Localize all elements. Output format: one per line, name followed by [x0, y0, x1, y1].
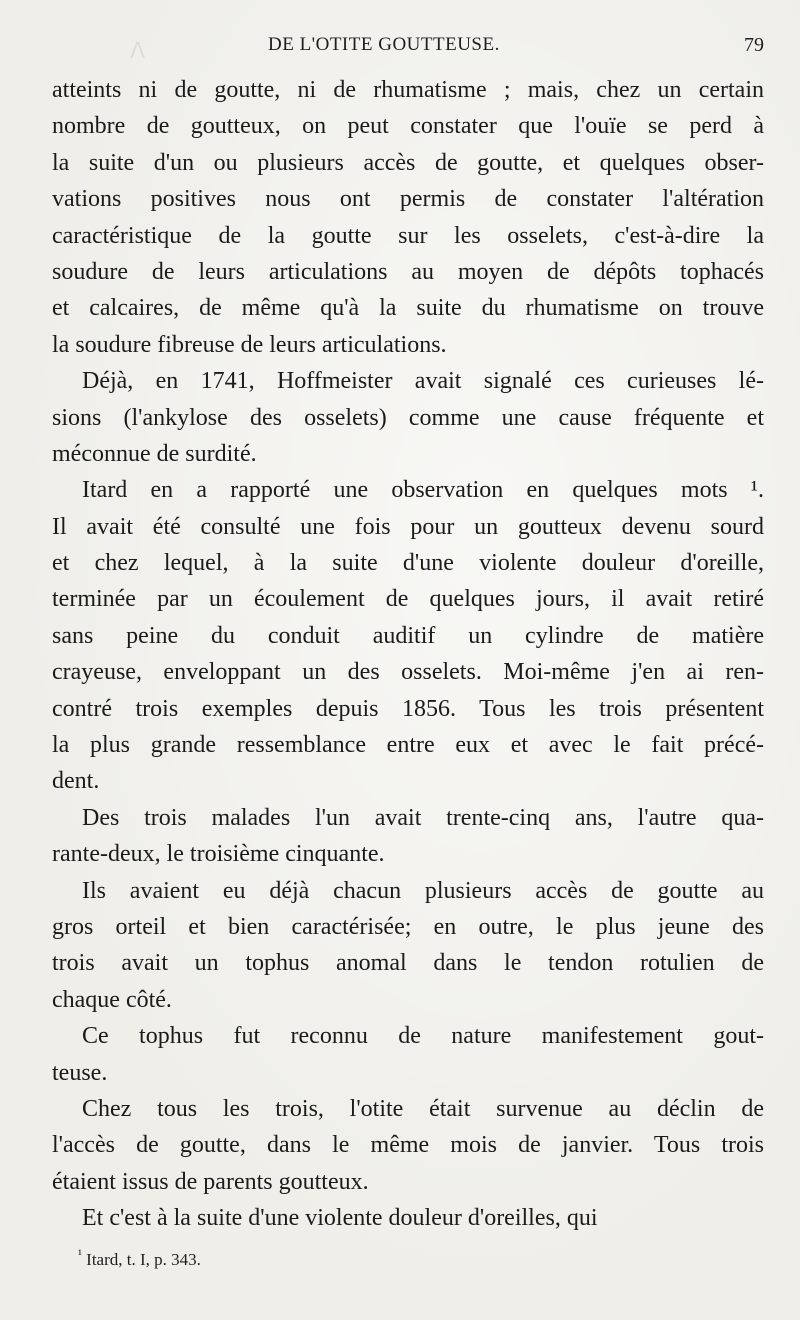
text-line: Des trois malades l'un avait trente-cinq ans, l'autre qua- — [82, 804, 764, 831]
text-line: sans peine du conduit auditif un cylindre de matière — [52, 622, 764, 649]
text-line: caractéristique de la goutte sur les osselets, c'est-à-dire la — [52, 222, 764, 249]
text-line: et chez lequel, à la suite d'une violente douleur d'oreille, — [52, 550, 764, 577]
text-line: nombre de goutteux, on peut constater que l'ouïe se perd à — [52, 113, 764, 140]
running-title: DE L'OTITE GOUTTEUSE. — [268, 34, 500, 55]
text-line: dent. — [52, 768, 100, 795]
paragraph — [52, 472, 764, 800]
running-head — [0, 34, 800, 58]
footnote — [78, 1246, 201, 1270]
text-line: trois avait un tophus anomal dans le tendon rotulien de — [52, 950, 764, 977]
text-line: teuse. — [52, 1059, 108, 1086]
text-line: méconnue de surdité. — [52, 440, 257, 467]
text-line: Et c'est à la suite d'une violente douleur d'oreilles, qui — [82, 1205, 598, 1232]
paragraph — [52, 72, 764, 363]
text-line: contré trois exemples depuis 1856. Tous les trois présentent — [52, 695, 764, 722]
text-line: Chez tous les trois, l'otite était survenue au déclin de — [82, 1095, 764, 1122]
footnote-text: Itard, t. I, p. 343. — [86, 1250, 201, 1269]
text-line: étaient issus de parents goutteux. — [52, 1168, 369, 1195]
text-line: la plus grande ressemblance entre eux et avec le fait précé- — [52, 732, 764, 759]
text-line: la suite d'un ou plusieurs accès de goutte, et quelques obser- — [52, 149, 764, 176]
paragraph — [52, 800, 764, 873]
text-line: la soudure fibreuse de leurs articulations. — [52, 331, 447, 358]
text-line: vations positives nous ont permis de constater l'altération — [52, 186, 764, 213]
text-line: atteints ni de goutte, ni de rhumatisme ; mais, chez un certain — [52, 77, 764, 103]
footnote-marker: ¹ — [78, 1246, 82, 1262]
text-line: rante-deux, le troisième cinquante. — [52, 841, 385, 868]
text-line: gros orteil et bien caractérisée; en outre, le plus jeune des — [52, 913, 764, 940]
text-line: Ils avaient eu déjà chacun plusieurs accès de goutte au — [82, 877, 764, 904]
text-line: l'accès de goutte, dans le même mois de janvier. Tous trois — [52, 1132, 764, 1159]
paragraph — [52, 1091, 764, 1200]
text-line: crayeuse, enveloppant un des osselets. Moi-même j'en ai ren- — [52, 659, 764, 686]
show-through-text: ꓥ — [130, 38, 146, 63]
paragraph — [52, 873, 764, 1019]
paragraph — [52, 363, 764, 472]
text-line: chaque côté. — [52, 986, 172, 1013]
paragraph — [52, 1200, 764, 1236]
paragraph — [52, 1018, 764, 1091]
text-line: Ce tophus fut reconnu de nature manifestement gout- — [82, 1023, 764, 1050]
text-line: et calcaires, de même qu'à la suite du rhumatisme on trouve — [52, 295, 764, 322]
text-line: Itard en a rapporté une observation en quelques mots ¹. — [82, 477, 764, 504]
text-line: Il avait été consulté une fois pour un goutteux devenu sourd — [52, 513, 764, 540]
text-line: sions (l'ankylose des osselets) comme une cause fréquente et — [52, 404, 764, 431]
text-line: terminée par un écoulement de quelques jours, il avait retiré — [52, 586, 764, 613]
body-text — [52, 72, 764, 1237]
text-line: Déjà, en 1741, Hoffmeister avait signalé ces curieuses lé- — [82, 368, 764, 395]
page-number: 79 — [744, 34, 764, 56]
text-line: soudure de leurs articulations au moyen de dépôts tophacés — [52, 258, 764, 285]
